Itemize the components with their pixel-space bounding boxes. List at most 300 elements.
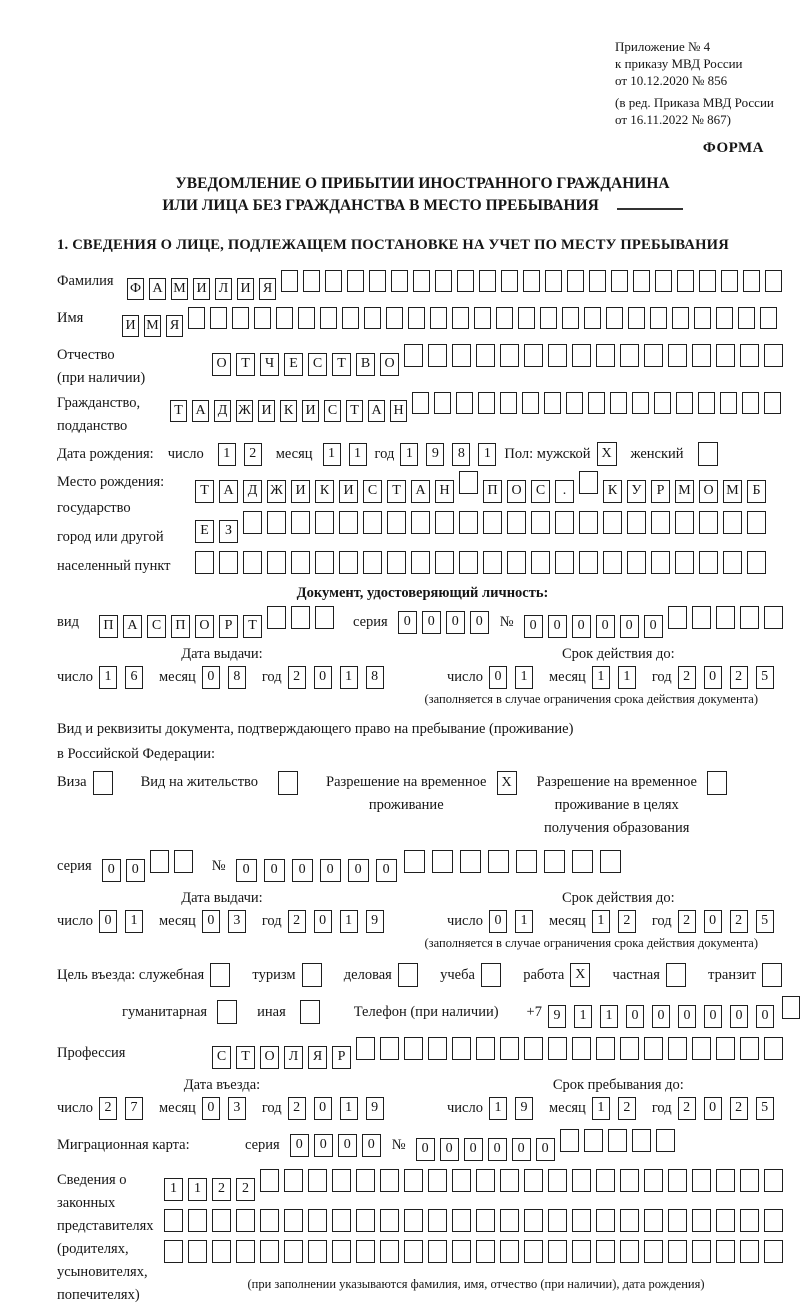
char-box[interactable] [254, 307, 271, 329]
char-box[interactable] [596, 1240, 615, 1263]
char-box[interactable] [723, 551, 742, 574]
char-box[interactable] [500, 1209, 519, 1232]
char-box[interactable] [500, 1037, 519, 1060]
char-box[interactable] [303, 270, 320, 292]
char-box[interactable] [474, 307, 491, 329]
char-box[interactable]: П [483, 480, 502, 503]
char-box[interactable]: 2 [288, 910, 306, 933]
char-box[interactable] [507, 551, 526, 574]
char-box[interactable] [435, 270, 452, 292]
char-box[interactable] [356, 1037, 375, 1060]
char-box[interactable] [483, 511, 502, 534]
char-box[interactable]: 0 [572, 615, 591, 638]
char-box[interactable] [740, 1209, 759, 1232]
char-box[interactable] [762, 963, 782, 987]
char-box[interactable]: М [171, 278, 188, 300]
char-box[interactable]: 0 [730, 1005, 748, 1028]
char-box[interactable] [572, 1037, 591, 1060]
char-box[interactable]: 2 [288, 666, 306, 689]
char-box[interactable]: 0 [488, 1138, 507, 1161]
char-box[interactable] [452, 1037, 471, 1060]
char-box[interactable]: 1 [340, 910, 358, 933]
char-box[interactable]: 0 [652, 1005, 670, 1028]
char-box[interactable] [411, 511, 430, 534]
char-box[interactable] [740, 1240, 759, 1263]
char-box[interactable]: К [315, 480, 334, 503]
char-box[interactable] [212, 1209, 231, 1232]
char-box[interactable] [488, 850, 509, 873]
char-box[interactable] [699, 511, 718, 534]
char-box[interactable] [524, 1169, 543, 1192]
char-box[interactable]: 5 [756, 1097, 774, 1120]
char-box[interactable] [164, 1240, 183, 1263]
char-box[interactable]: А [149, 278, 166, 300]
char-box[interactable]: С [363, 480, 382, 503]
char-box[interactable] [356, 1169, 375, 1192]
char-box[interactable]: И [291, 480, 310, 503]
char-box[interactable] [452, 307, 469, 329]
char-box[interactable] [676, 392, 693, 414]
char-box[interactable] [456, 392, 473, 414]
char-box[interactable]: Т [236, 353, 255, 376]
char-box[interactable] [644, 1209, 663, 1232]
char-box[interactable]: И [302, 400, 319, 422]
char-box[interactable]: Б [747, 480, 766, 503]
char-box[interactable] [523, 270, 540, 292]
char-box[interactable]: 0 [376, 859, 397, 882]
char-box[interactable]: 1 [574, 1005, 592, 1028]
char-box[interactable]: 1 [340, 666, 358, 689]
char-box[interactable] [507, 511, 526, 534]
char-box[interactable] [651, 551, 670, 574]
char-box[interactable] [281, 270, 298, 292]
char-box[interactable] [356, 1209, 375, 1232]
char-box[interactable] [720, 392, 737, 414]
char-box[interactable] [339, 511, 358, 534]
char-box[interactable] [363, 551, 382, 574]
char-box[interactable] [500, 392, 517, 414]
char-box[interactable] [531, 511, 550, 534]
char-box[interactable] [500, 1240, 519, 1263]
char-box[interactable] [764, 1209, 783, 1232]
char-box[interactable]: 6 [125, 666, 143, 689]
char-box[interactable] [672, 307, 689, 329]
char-box[interactable]: 0 [620, 615, 639, 638]
char-box[interactable]: Д [214, 400, 231, 422]
char-box[interactable]: 0 [292, 859, 313, 882]
char-box[interactable] [654, 392, 671, 414]
char-box[interactable]: 0 [464, 1138, 483, 1161]
char-box[interactable]: 0 [314, 910, 332, 933]
char-box[interactable] [668, 1240, 687, 1263]
char-box[interactable] [217, 1000, 237, 1024]
char-box[interactable] [496, 307, 513, 329]
char-box[interactable] [408, 307, 425, 329]
char-box[interactable] [391, 270, 408, 292]
char-box[interactable] [267, 606, 286, 629]
char-box[interactable]: И [258, 400, 275, 422]
char-box[interactable] [588, 392, 605, 414]
char-box[interactable]: 2 [730, 910, 748, 933]
char-box[interactable]: . [555, 480, 574, 503]
char-box[interactable]: 0 [678, 1005, 696, 1028]
char-box[interactable] [428, 1209, 447, 1232]
char-box[interactable] [610, 392, 627, 414]
char-box[interactable] [692, 1209, 711, 1232]
char-box[interactable] [765, 270, 782, 292]
char-box[interactable]: 1 [515, 666, 533, 689]
char-box[interactable] [210, 307, 227, 329]
char-box[interactable] [195, 551, 214, 574]
char-box[interactable]: Т [387, 480, 406, 503]
char-box[interactable] [476, 344, 495, 367]
char-box[interactable] [284, 1240, 303, 1263]
char-box[interactable]: 2 [244, 443, 262, 466]
char-box[interactable] [364, 307, 381, 329]
char-box[interactable]: 0 [202, 910, 220, 933]
char-box[interactable] [764, 344, 783, 367]
char-box[interactable]: 0 [314, 666, 332, 689]
char-box[interactable] [260, 1169, 279, 1192]
char-box[interactable]: 0 [704, 1097, 722, 1120]
char-box[interactable] [308, 1209, 327, 1232]
char-box[interactable] [291, 551, 310, 574]
char-box[interactable]: И [193, 278, 210, 300]
char-box[interactable]: 2 [678, 910, 696, 933]
char-box[interactable]: 1 [340, 1097, 358, 1120]
char-box[interactable] [308, 1169, 327, 1192]
char-box[interactable]: 0 [470, 611, 489, 634]
char-box[interactable] [430, 307, 447, 329]
char-box[interactable] [428, 1169, 447, 1192]
char-box[interactable] [620, 1209, 639, 1232]
char-box[interactable] [267, 551, 286, 574]
char-box[interactable]: С [531, 480, 550, 503]
char-box[interactable] [219, 551, 238, 574]
char-box[interactable]: 2 [678, 666, 696, 689]
char-box[interactable] [267, 511, 286, 534]
char-box[interactable] [603, 511, 622, 534]
char-box[interactable] [363, 511, 382, 534]
char-box[interactable] [428, 1037, 447, 1060]
char-box[interactable]: Т [332, 353, 351, 376]
char-box[interactable]: 9 [548, 1005, 566, 1028]
char-box[interactable]: А [219, 480, 238, 503]
char-box[interactable] [740, 1169, 759, 1192]
char-box[interactable] [764, 1037, 783, 1060]
char-box[interactable] [522, 392, 539, 414]
char-box[interactable]: 0 [338, 1134, 357, 1157]
char-box[interactable]: 1 [218, 443, 236, 466]
char-box[interactable]: 9 [366, 1097, 384, 1120]
char-box[interactable] [596, 1209, 615, 1232]
char-box[interactable] [404, 1240, 423, 1263]
char-box[interactable]: М [144, 315, 161, 337]
char-box[interactable] [579, 551, 598, 574]
char-box[interactable] [764, 1169, 783, 1192]
char-box[interactable] [699, 551, 718, 574]
char-box[interactable] [738, 307, 755, 329]
char-box[interactable] [500, 344, 519, 367]
char-box[interactable]: 5 [756, 666, 774, 689]
char-box[interactable]: 1 [164, 1178, 183, 1201]
char-box[interactable]: И [237, 278, 254, 300]
char-box[interactable]: X [570, 963, 590, 987]
char-box[interactable] [413, 270, 430, 292]
char-box[interactable] [644, 1240, 663, 1263]
char-box[interactable] [740, 1037, 759, 1060]
char-box[interactable] [692, 1169, 711, 1192]
char-box[interactable]: Р [651, 480, 670, 503]
char-box[interactable] [332, 1169, 351, 1192]
char-box[interactable] [524, 1209, 543, 1232]
char-box[interactable] [699, 270, 716, 292]
char-box[interactable] [300, 1000, 320, 1024]
char-box[interactable]: 0 [290, 1134, 309, 1157]
char-box[interactable]: Ж [236, 400, 253, 422]
char-box[interactable]: А [123, 615, 142, 638]
char-box[interactable]: 1 [188, 1178, 207, 1201]
char-box[interactable]: 0 [126, 859, 145, 882]
char-box[interactable] [666, 963, 686, 987]
char-box[interactable] [764, 392, 781, 414]
char-box[interactable] [620, 1169, 639, 1192]
char-box[interactable] [232, 307, 249, 329]
char-box[interactable]: 2 [236, 1178, 255, 1201]
char-box[interactable]: Е [284, 353, 303, 376]
char-box[interactable] [608, 1129, 627, 1152]
char-box[interactable] [320, 307, 337, 329]
char-box[interactable] [782, 996, 800, 1019]
char-box[interactable]: О [380, 353, 399, 376]
char-box[interactable] [572, 850, 593, 873]
char-box[interactable] [524, 1240, 543, 1263]
char-box[interactable] [764, 606, 783, 629]
char-box[interactable]: Т [236, 1046, 255, 1069]
char-box[interactable]: Н [435, 480, 454, 503]
char-box[interactable]: Т [170, 400, 187, 422]
char-box[interactable]: 0 [704, 910, 722, 933]
char-box[interactable]: 0 [756, 1005, 774, 1028]
char-box[interactable] [531, 551, 550, 574]
char-box[interactable]: 0 [264, 859, 285, 882]
char-box[interactable]: 0 [644, 615, 663, 638]
char-box[interactable]: 1 [592, 1097, 610, 1120]
char-box[interactable] [742, 392, 759, 414]
char-box[interactable] [628, 307, 645, 329]
char-box[interactable] [432, 850, 453, 873]
char-box[interactable]: 0 [416, 1138, 435, 1161]
char-box[interactable]: Я [308, 1046, 327, 1069]
char-box[interactable] [339, 551, 358, 574]
char-box[interactable]: М [675, 480, 694, 503]
char-box[interactable] [716, 1240, 735, 1263]
char-box[interactable] [740, 606, 759, 629]
char-box[interactable] [675, 551, 694, 574]
char-box[interactable] [342, 307, 359, 329]
char-box[interactable] [668, 1037, 687, 1060]
char-box[interactable] [284, 1209, 303, 1232]
char-box[interactable] [584, 1129, 603, 1152]
char-box[interactable] [651, 511, 670, 534]
char-box[interactable]: 0 [348, 859, 369, 882]
char-box[interactable] [460, 850, 481, 873]
char-box[interactable] [567, 270, 584, 292]
char-box[interactable] [478, 392, 495, 414]
char-box[interactable]: 5 [756, 910, 774, 933]
char-box[interactable] [387, 551, 406, 574]
char-box[interactable] [476, 1209, 495, 1232]
char-box[interactable] [668, 1169, 687, 1192]
char-box[interactable] [694, 307, 711, 329]
char-box[interactable] [716, 307, 733, 329]
char-box[interactable] [716, 344, 735, 367]
char-box[interactable]: 1 [99, 666, 117, 689]
char-box[interactable] [632, 1129, 651, 1152]
char-box[interactable] [548, 1240, 567, 1263]
char-box[interactable]: 1 [618, 666, 636, 689]
char-box[interactable]: О [195, 615, 214, 638]
char-box[interactable] [524, 344, 543, 367]
char-box[interactable] [589, 270, 606, 292]
char-box[interactable] [236, 1209, 255, 1232]
char-box[interactable] [404, 1037, 423, 1060]
char-box[interactable]: 0 [102, 859, 121, 882]
char-box[interactable] [524, 1037, 543, 1060]
char-box[interactable] [716, 606, 735, 629]
char-box[interactable] [315, 511, 334, 534]
char-box[interactable]: 0 [446, 611, 465, 634]
char-box[interactable] [723, 511, 742, 534]
char-box[interactable] [459, 471, 478, 494]
char-box[interactable]: Т [346, 400, 363, 422]
char-box[interactable] [150, 850, 169, 873]
char-box[interactable] [692, 1037, 711, 1060]
char-box[interactable] [93, 771, 113, 795]
char-box[interactable]: И [339, 480, 358, 503]
char-box[interactable]: 3 [228, 910, 246, 933]
char-box[interactable] [501, 270, 518, 292]
char-box[interactable] [620, 344, 639, 367]
char-box[interactable]: А [368, 400, 385, 422]
char-box[interactable] [387, 511, 406, 534]
char-box[interactable]: 0 [536, 1138, 555, 1161]
char-box[interactable] [721, 270, 738, 292]
char-box[interactable] [566, 392, 583, 414]
char-box[interactable]: 0 [236, 859, 257, 882]
char-box[interactable] [404, 1169, 423, 1192]
char-box[interactable]: 0 [202, 1097, 220, 1120]
char-box[interactable] [572, 1240, 591, 1263]
char-box[interactable] [716, 1169, 735, 1192]
char-box[interactable]: 2 [678, 1097, 696, 1120]
char-box[interactable]: К [603, 480, 622, 503]
char-box[interactable]: А [411, 480, 430, 503]
char-box[interactable]: 0 [320, 859, 341, 882]
char-box[interactable] [457, 270, 474, 292]
char-box[interactable] [603, 551, 622, 574]
char-box[interactable] [716, 1209, 735, 1232]
char-box[interactable] [572, 344, 591, 367]
char-box[interactable] [386, 307, 403, 329]
char-box[interactable] [412, 392, 429, 414]
char-box[interactable]: С [147, 615, 166, 638]
char-box[interactable] [260, 1209, 279, 1232]
char-box[interactable] [315, 551, 334, 574]
char-box[interactable]: 1 [515, 910, 533, 933]
char-box[interactable]: 0 [704, 1005, 722, 1028]
char-box[interactable] [572, 1209, 591, 1232]
char-box[interactable] [452, 1240, 471, 1263]
char-box[interactable]: Е [195, 520, 214, 543]
char-box[interactable]: 2 [288, 1097, 306, 1120]
char-box[interactable] [325, 270, 342, 292]
char-box[interactable] [677, 270, 694, 292]
char-box[interactable] [291, 606, 310, 629]
char-box[interactable] [459, 511, 478, 534]
char-box[interactable]: 0 [398, 611, 417, 634]
char-box[interactable] [188, 1209, 207, 1232]
char-box[interactable] [332, 1240, 351, 1263]
char-box[interactable] [476, 1169, 495, 1192]
char-box[interactable] [332, 1209, 351, 1232]
char-box[interactable] [308, 1240, 327, 1263]
char-box[interactable] [560, 1129, 579, 1152]
char-box[interactable]: 0 [440, 1138, 459, 1161]
char-box[interactable]: 0 [704, 666, 722, 689]
char-box[interactable]: Т [195, 480, 214, 503]
char-box[interactable]: 1 [323, 443, 341, 466]
char-box[interactable] [644, 1169, 663, 1192]
char-box[interactable]: 8 [228, 666, 246, 689]
char-box[interactable] [428, 1240, 447, 1263]
char-box[interactable] [548, 344, 567, 367]
char-box[interactable]: А [192, 400, 209, 422]
char-box[interactable] [620, 1240, 639, 1263]
char-box[interactable] [278, 771, 298, 795]
char-box[interactable] [500, 1169, 519, 1192]
char-box[interactable] [291, 511, 310, 534]
char-box[interactable] [579, 471, 598, 494]
char-box[interactable] [544, 392, 561, 414]
char-box[interactable] [540, 307, 557, 329]
char-box[interactable] [188, 1240, 207, 1263]
char-box[interactable]: 0 [626, 1005, 644, 1028]
char-box[interactable] [380, 1169, 399, 1192]
char-box[interactable]: 9 [366, 910, 384, 933]
char-box[interactable]: С [324, 400, 341, 422]
char-box[interactable] [555, 511, 574, 534]
char-box[interactable]: 0 [512, 1138, 531, 1161]
char-box[interactable] [476, 1240, 495, 1263]
char-box[interactable]: 8 [452, 443, 470, 466]
char-box[interactable] [315, 606, 334, 629]
char-box[interactable] [347, 270, 364, 292]
char-box[interactable] [481, 963, 501, 987]
char-box[interactable] [452, 1209, 471, 1232]
char-box[interactable] [545, 270, 562, 292]
char-box[interactable] [633, 270, 650, 292]
char-box[interactable]: 3 [228, 1097, 246, 1120]
char-box[interactable]: X [497, 771, 517, 795]
char-box[interactable] [764, 1240, 783, 1263]
char-box[interactable] [747, 551, 766, 574]
char-box[interactable] [632, 392, 649, 414]
char-box[interactable] [644, 344, 663, 367]
char-box[interactable]: О [699, 480, 718, 503]
char-box[interactable]: 2 [212, 1178, 231, 1201]
char-box[interactable] [743, 270, 760, 292]
